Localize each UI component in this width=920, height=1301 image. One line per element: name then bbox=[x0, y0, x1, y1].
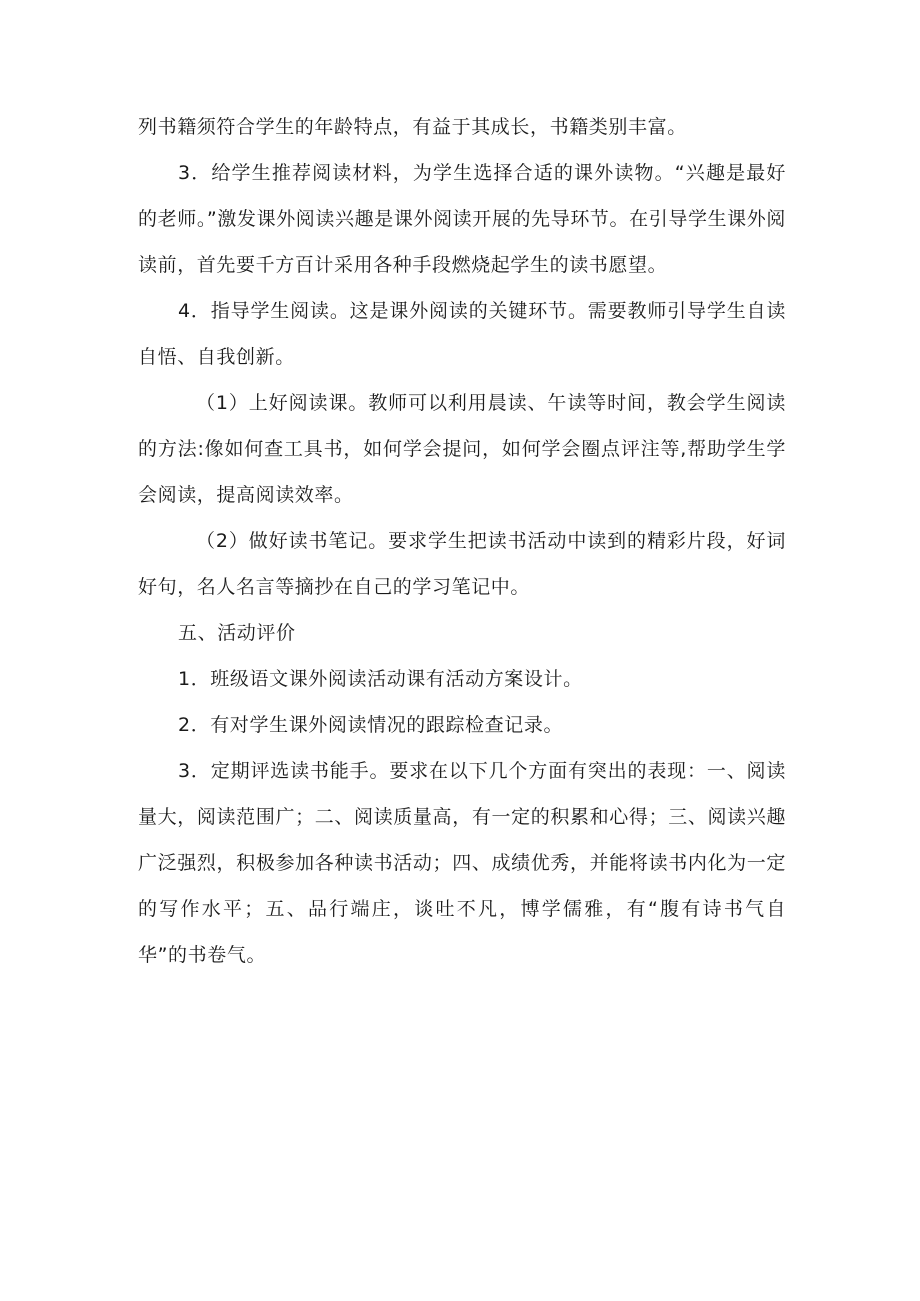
paragraph-sub-item-1: （1）上好阅读课。教师可以利用晨读、午读等时间，教会学生阅读的方法:像如何查工具书，如何学会提问，如何学会圈点评注等,帮助学生学会阅读，提高阅读效率。 bbox=[138, 392, 786, 506]
paragraph-eval-3: 3．定期评选读书能手。要求在以下几个方面有突出的表现：一、阅读量大，阅读范围广；二、阅读质量高，有一定的积累和心得；三、阅读兴趣广泛强烈，积极参加各种读书活动；四、成绩优秀，并能将读书内化为一定的写作水平；五、品行端庄，谈吐不凡，博学儒雅，有“腹有诗书气自华”的书卷气。 bbox=[138, 760, 786, 966]
paragraph-item-4: 4．指导学生阅读。这是课外阅读的关键环节。需要教师引导学生自读自悟、自我创新。 bbox=[138, 300, 786, 368]
paragraph-eval-1: 1．班级语文课外阅读活动课有活动方案设计。 bbox=[178, 668, 583, 690]
paragraph-eval-2: 2．有对学生课外阅读情况的跟踪检查记录。 bbox=[178, 714, 564, 736]
paragraph-continuation: 列书籍须符合学生的年龄特点，有益于其成长，书籍类别丰富。 bbox=[138, 116, 687, 138]
section-heading-evaluation: 五、活动评价 bbox=[178, 622, 296, 644]
document-body bbox=[138, 104, 786, 978]
paragraph-item-3: 3．给学生推荐阅读材料，为学生选择合适的课外读物。“兴趣是最好的老师。”激发课外阅读兴趣是课外阅读开展的先导环节。在引导学生课外阅读前，首先要千方百计采用各种手段燃烧起学生的读书愿望。 bbox=[138, 162, 786, 276]
paragraph-sub-item-2: （2）做好读书笔记。要求学生把读书活动中读到的精彩片段，好词好句，名人名言等摘抄在自己的学习笔记中。 bbox=[138, 530, 786, 598]
